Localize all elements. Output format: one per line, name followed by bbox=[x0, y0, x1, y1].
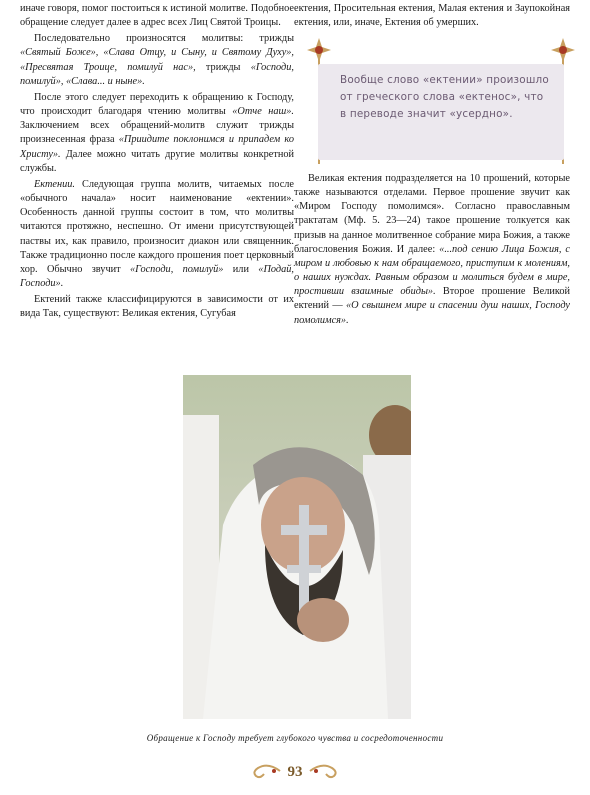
left-paragraph-4: Ектении. Следующая группа молитв, читаемых после «обычного начала» носит наименование «ектении». Особенность данной группы состоит в том, что молитвы читаются протяжно, неспешно. От имени присутствующей паствы их, как правило, произносит диакон или священник. Также традиционно после каждого прошения поет церковный хор. Обычно звучит «Господи, помилуй» или «Подай, Господи». bbox=[20, 178, 294, 289]
ekteniya-label: Ектении. bbox=[34, 178, 75, 190]
priest-photo bbox=[183, 375, 411, 719]
left-column bbox=[20, 2, 294, 321]
photo-caption: Обращение к Господу требует глубокого чувства и сосредоточенности bbox=[146, 733, 444, 743]
right-paragraph-1: ектения, Просительная ектения, Малая ектения и Заупокойная ектения, или, иначе, Ектения об умерших. bbox=[294, 3, 570, 29]
left-paragraph-2: Последовательно произносятся молитвы: трижды «Святый Боже», «Слава Отцу, и Сыну, и Святому Духу», «Пресвятая Троице, помилуй нас», трижды «Господи, помилуй», «Слава... и ныне». bbox=[20, 33, 294, 87]
left-paragraph-5: Ектений также классифицируются в зависимости от их вида Так, существуют: Великая ектения, Сугубая bbox=[20, 294, 294, 320]
right-ornament-icon bbox=[549, 36, 577, 64]
left-paragraph-3: После этого следует переходить к обращению к Господу, что происходит благодаря чтению молитвы «Отче наш». Заключением всех обращений-молитв служит трижды произнесенная фраза «Приидите поклонимся и припадем ко Христу». Далее можно читать другие молитвы конкретной службы. bbox=[20, 91, 294, 174]
left-paragraph-1: иначе говоря, помог постоиться к истиной молитве. Подобное обращение следует далее в адрес всех Лиц Святой Троицы. bbox=[20, 3, 294, 29]
left-ornament-icon bbox=[305, 36, 333, 64]
callout-text: Вообще слово «ектении» произошло от греческого слова «ектенос», что в переводе значит «усердно». bbox=[340, 74, 549, 120]
right-column-bottom bbox=[294, 172, 570, 328]
right-paragraph-2: Великая ектения подразделяется на 10 прошений, которые также называются отделами. Первое прошение звучит как «Миром Господу помолимся». Согласно православным трактатам (Мф. 5. 23—24) такое прошение толкуется как призыв на данное молитвенное собрание мира Божия, а также благословения Божия. И далее: «...под сению Лица Божия, с миром и любовью к нам обращаемого, приступим к молениям, о наших нуждах. Равным образом и молиться будем в мире, простивши взаимные обиды». Второе прошение Великой ектений — «О свышнем мире и спасении душ наших, Господу помолимся». bbox=[294, 173, 571, 326]
right-column-top bbox=[294, 2, 570, 30]
page-number: 93 bbox=[287, 764, 303, 780]
footer-right-flourish-icon bbox=[308, 760, 342, 782]
